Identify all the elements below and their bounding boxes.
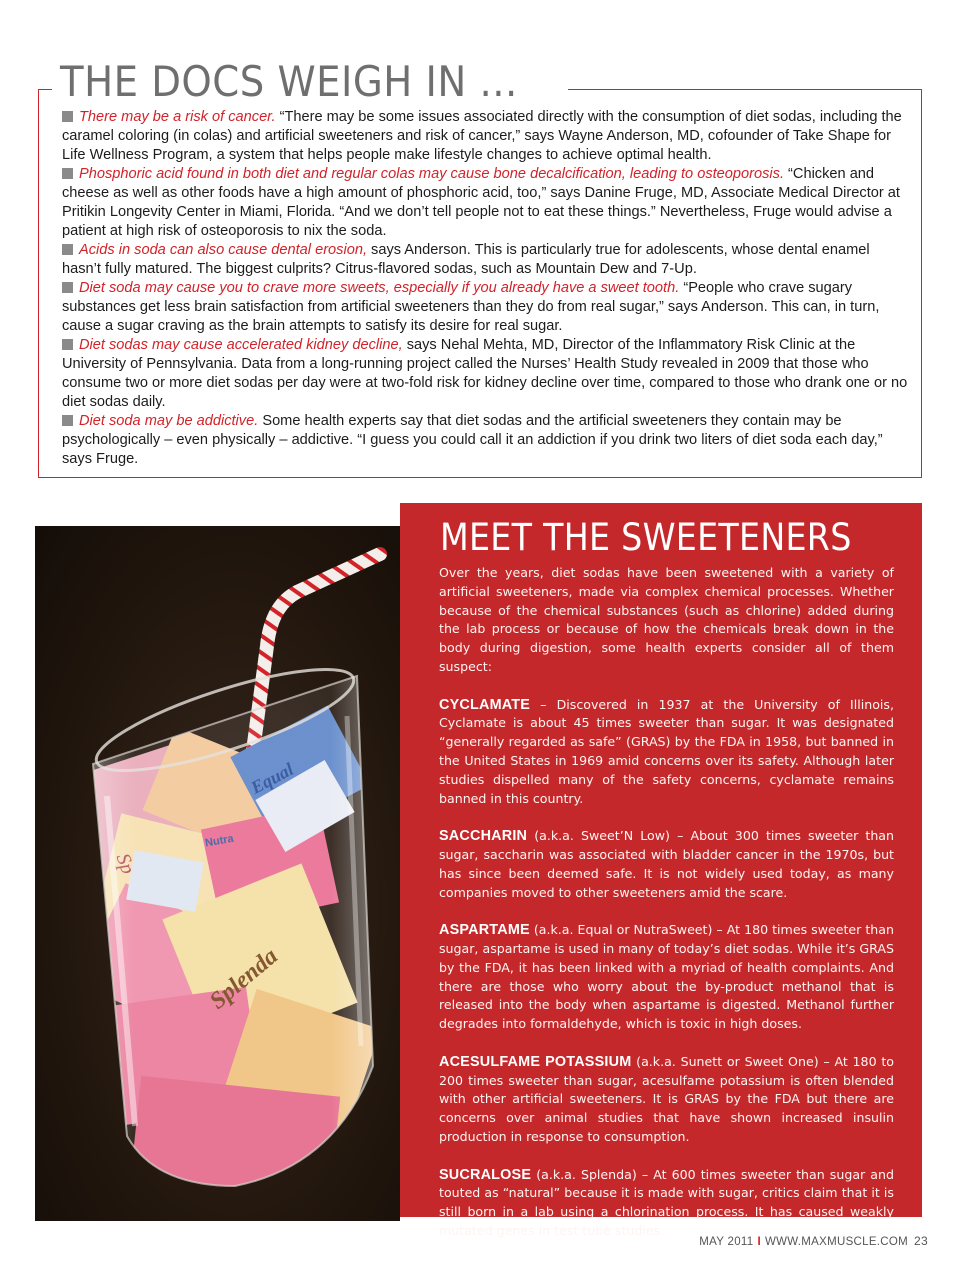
bullet-square-icon [62,282,73,293]
docs-item-text: says Anderson. This is particularly true for adolescents, whose dental enamel hasn’t fully matured. The biggest culprits? Citrus-flavored sodas, such as Mountain Dew and 7-Up. [62,242,870,277]
docs-item-text: Some health experts say that diet sodas and the artificial sweeteners they contain may be psychologically – even physically – addictive. “I guess you could call it an addiction if you drink two liters of diet soda each day,” says Fruge. [62,413,883,467]
sweetener-name: ACESULFAME POTASSIUM [439,1053,632,1070]
sweetener-entry [439,827,894,902]
footer-separator: I [757,1236,761,1248]
sweetener-glass-photo [35,526,400,1221]
docs-item-lead: Diet sodas may cause accelerated kidney decline, [79,337,403,353]
sweeteners-panel [400,503,922,1238]
footer-site-link[interactable]: WWW.MAXMUSCLE.COM [764,1236,909,1248]
sweetener-name: SACCHARIN [439,828,528,845]
docs-item-lead: Diet soda may be addictive. [79,413,259,429]
sweetener-text: (a.k.a. Splenda) – At 600 times sweeter than sugar and touted as “natural” because it is made with sugar, critics claim that it is still born in a lab using a chlorination process. It has caused weakly mutated genes in test tube studies. [439,1166,894,1238]
page-number: 23 [914,1234,928,1248]
sweetener-entry [439,1166,894,1241]
sweetener-name: ASPARTAME [439,922,530,939]
docs-item-text: says Nehal Mehta, MD, Director of the Inflammatory Risk Clinic at the University of Pennsylvania. Data from a long-running project called the Nurses’ Health Study revealed in 2009 that those who consume two or more diet sodas per day were at two-fold risk for kidney decline over time, compared to those who drank one or no diet sodas daily. [62,337,908,410]
footer-date: MAY 2011 [699,1236,754,1248]
docs-item-lead: There may be a risk of cancer. [79,109,276,125]
bullet-square-icon [62,415,73,426]
sweetener-name: CYCLAMATE [439,696,531,713]
sweeteners-title: MEET THE SWEETENERS [440,516,852,559]
sweetener-entry [439,696,894,809]
sweetener-text: (a.k.a. Sunett or Sweet One) – At 180 to 200 times sweeter than sugar, acesulfame potassium is often blended with other artificial sweeteners. It is GRAS by the FDA but there are concerns over animal studies that have shown increased insulin production in response to consumption. [439,1053,894,1144]
sweetener-entry [439,1053,894,1147]
docs-item [62,336,910,412]
docs-item [62,165,910,241]
docs-item [62,279,910,336]
bullet-square-icon [62,168,73,179]
sweetener-text: (a.k.a. Sweet’N Low) – About 300 times sweeter than sugar, saccharin was associated with bladder cancer in the 1970s, but has since been deemed safe. It is not widely used today, as many companies moved to other sweeteners amid the scare. [439,828,894,900]
sweetener-name: SUCRALOSE [439,1166,532,1183]
sweetener-text: (a.k.a. Equal or NutraSweet) – At 180 times sweeter than sugar, aspartame is used in many of today’s diet sodas. While it’s GRAS by the FDA, it has been linked with a myriad of health complaints. And there are those who worry about the by-product methanol that is released into the body when aspartame is digested. Methanol further degrades into formaldehyde, which is toxic in high doses. [439,922,894,1032]
docs-item-text: “People who crave sugary substances get less brain satisfaction from artificial sweeteners than they do from real sugar,” says Anderson. This can, in turn, cause a sugar craving as the brain attempts to satisfy its desire for real sugar. [62,280,880,334]
docs-title-wrap [52,56,568,108]
sweeteners-body [439,564,894,1259]
bullet-square-icon [62,111,73,122]
sweetener-text: – Discovered in 1937 at the University of Illinois, Cyclamate is about 45 times sweeter than sugar. It was designated “generally regarded as safe” (GRAS) by the FDA in 1958, but banned in the United States in 1969 amid concerns over its safety. Although later studies dispelled many of the safety concerns, cyclamate remains banned in this country. [439,696,894,806]
glass-illustration [35,526,400,1221]
bullet-square-icon [62,339,73,350]
docs-item-lead: Acids in soda can also cause dental erosion, [79,242,367,258]
docs-item [62,241,910,279]
docs-item [62,108,910,165]
sweeteners-intro: Over the years, diet sodas have been sweetened with a variety of artificial sweeteners, made via complex chemical processes. Whether because of the chemical substances (such as chlorine) added during the lab process or because of how the chemicals break down in the body during digestion, some health experts consider all of them suspect: [439,565,894,674]
docs-item [62,412,910,469]
sweetener-entry [439,921,894,1034]
docs-item-lead: Diet soda may cause you to crave more sweets, especially if you already have a sweet tooth. [79,280,680,296]
docs-item-text: “Chicken and cheese as well as other foods have a high amount of phosphoric acid, too,” says Danine Fruge, MD, Associate Medical Director at Pritikin Longevity Center in Miami, Florida. “And we don’t tell people not to eat these things.” Nevertheless, Fruge would advise a patient at high risk of osteoporosis to nix the soda. [62,166,900,239]
docs-item-lead: Phosphoric acid found in both diet and regular colas may cause bone decalcification, leading to osteoporosis. [79,166,784,182]
docs-body [62,108,910,469]
docs-title: THE DOCS WEIGH IN ... [60,57,518,106]
docs-item-text: “There may be some issues associated directly with the consumption of diet sodas, including the caramel coloring (in colas) and artificial sweeteners and risk of cancer,” says Wayne Anderson, MD, cofounder of Take Shape for Life Wellness Program, a system that helps people make lifestyle changes to achieve optimal health. [62,109,902,163]
page-footer [699,1234,928,1248]
bullet-square-icon [62,244,73,255]
